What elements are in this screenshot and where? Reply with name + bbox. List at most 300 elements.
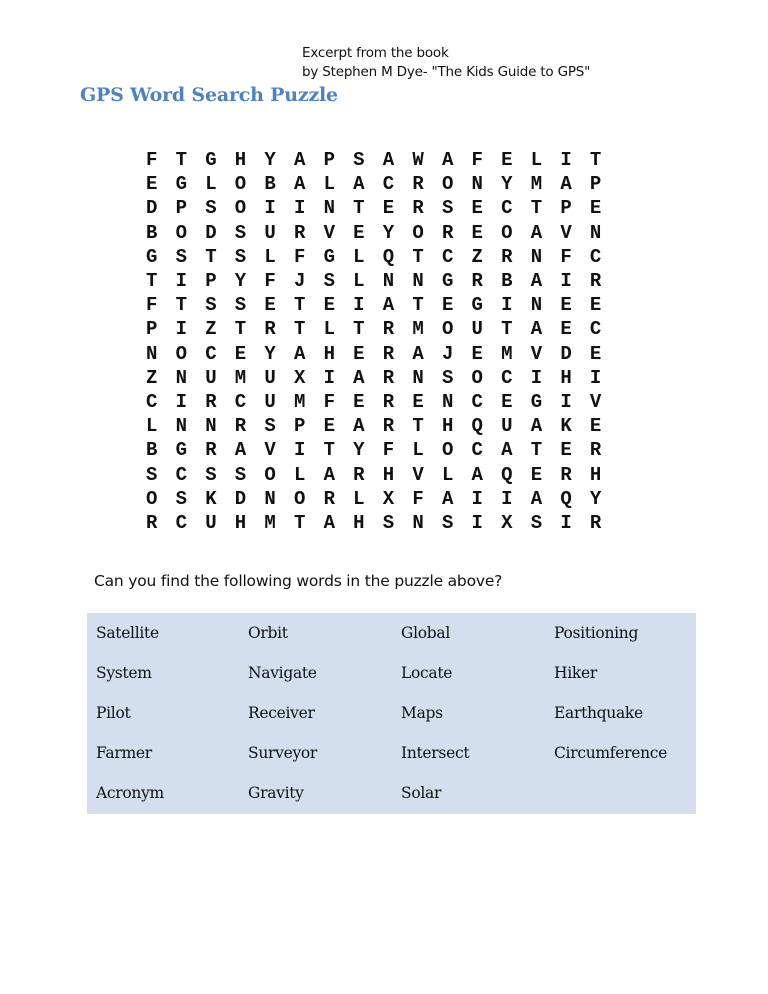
grid-letter: R [353, 463, 365, 486]
grid-letter: L [530, 149, 543, 172]
grid-letter: G [323, 245, 335, 268]
grid-letter: O [441, 173, 454, 196]
word-list-item: Global [401, 624, 450, 642]
grid-letter: I [560, 511, 572, 534]
word-list-item: System [96, 664, 152, 682]
grid-letter: A [353, 366, 365, 389]
grid-letter: I [560, 149, 572, 172]
grid-letter: N [471, 173, 483, 196]
word-list-row [87, 693, 696, 733]
grid-letter: N [412, 366, 424, 389]
grid-letter: O [234, 197, 247, 220]
grid-letter: T [175, 294, 187, 317]
grid-letter: E [323, 294, 335, 317]
grid-letter: S [146, 463, 158, 486]
grid-letter: N [146, 342, 158, 365]
grid-letter: L [353, 487, 365, 510]
grid-letter: I [323, 366, 335, 389]
grid-letter: R [441, 221, 454, 244]
grid-letter: R [382, 415, 395, 438]
grid-letter: H [234, 149, 247, 172]
grid-letter: E [589, 415, 602, 438]
grid-letter: N [205, 415, 217, 438]
grid-letter: F [264, 270, 276, 293]
grid-letter: A [382, 294, 395, 317]
grid-letter: F [146, 294, 158, 317]
grid-letter: H [353, 511, 365, 534]
grid-letter: O [234, 173, 247, 196]
excerpt-line-1: Excerpt from the book [302, 45, 449, 61]
grid-letter: R [589, 270, 602, 293]
grid-letter: B [501, 270, 513, 293]
grid-letter: O [501, 221, 513, 244]
grid-letter: T [412, 245, 424, 268]
grid-letter: M [412, 318, 424, 341]
word-list-item: Receiver [248, 704, 315, 722]
grid-letter: L [264, 245, 276, 268]
grid-letter: G [146, 245, 158, 268]
grid-letter: T [205, 245, 217, 268]
grid-letter: V [589, 390, 602, 413]
grid-letter: F [471, 149, 483, 172]
grid-row [146, 390, 620, 414]
grid-letter: T [293, 511, 306, 534]
grid-letter: E [264, 294, 276, 317]
grid-letter: A [382, 149, 395, 172]
grid-letter: N [412, 511, 424, 534]
grid-letter: G [175, 439, 187, 462]
grid-letter: E [471, 342, 483, 365]
grid-letter: H [560, 366, 572, 389]
grid-letter: E [234, 342, 247, 365]
grid-letter: U [205, 511, 217, 534]
grid-letter: E [471, 197, 483, 220]
grid-letter: S [234, 245, 247, 268]
grid-letter: K [560, 415, 572, 438]
word-list-item: Acronym [96, 784, 164, 802]
grid-letter: R [234, 415, 247, 438]
grid-letter: Z [205, 318, 217, 341]
grid-letter: U [264, 221, 276, 244]
word-list-row [87, 613, 696, 653]
grid-letter: V [264, 439, 276, 462]
grid-letter: N [441, 390, 454, 413]
grid-letter: I [175, 318, 187, 341]
grid-letter: T [412, 294, 424, 317]
grid-letter: S [382, 511, 395, 534]
grid-letter: E [353, 221, 365, 244]
grid-letter: V [530, 342, 543, 365]
grid-letter: L [353, 245, 365, 268]
grid-letter: N [412, 270, 424, 293]
book-excerpt-note [302, 44, 590, 82]
grid-letter: I [501, 487, 513, 510]
grid-letter: N [175, 415, 187, 438]
grid-letter: Q [501, 463, 513, 486]
grid-letter: G [175, 173, 187, 196]
grid-letter: O [175, 221, 187, 244]
grid-row [146, 148, 620, 172]
grid-letter: S [441, 197, 454, 220]
word-list-item: Farmer [96, 744, 152, 762]
grid-letter: S [441, 366, 454, 389]
grid-letter: E [560, 294, 572, 317]
grid-letter: N [530, 294, 543, 317]
grid-letter: E [382, 197, 395, 220]
grid-letter: A [412, 342, 424, 365]
grid-letter: R [205, 390, 217, 413]
grid-row [146, 342, 620, 366]
grid-letter: S [264, 415, 276, 438]
grid-letter: T [530, 439, 543, 462]
grid-letter: C [501, 366, 513, 389]
grid-letter: R [323, 487, 335, 510]
grid-letter: O [175, 342, 187, 365]
grid-letter: G [530, 390, 543, 413]
grid-letter: N [264, 487, 276, 510]
grid-letter: C [175, 463, 187, 486]
grid-letter: N [530, 245, 543, 268]
grid-row [146, 366, 620, 390]
grid-letter: I [293, 439, 306, 462]
grid-letter: C [205, 342, 217, 365]
word-list-item: Navigate [248, 664, 317, 682]
grid-letter: F [293, 245, 306, 268]
word-list-item: Satellite [96, 624, 159, 642]
grid-letter: U [471, 318, 483, 341]
grid-letter: T [175, 149, 187, 172]
grid-letter: A [323, 511, 335, 534]
grid-letter: Y [382, 221, 395, 244]
grid-letter: G [205, 149, 217, 172]
grid-letter: M [501, 342, 513, 365]
grid-letter: I [353, 294, 365, 317]
grid-letter: K [205, 487, 217, 510]
grid-letter: T [501, 318, 513, 341]
grid-row [146, 196, 620, 220]
word-list-item: Positioning [554, 624, 639, 642]
grid-letter: C [175, 511, 187, 534]
grid-letter: E [530, 463, 543, 486]
grid-letter: A [441, 149, 454, 172]
grid-letter: M [293, 390, 306, 413]
grid-letter: Y [501, 173, 513, 196]
grid-letter: E [501, 149, 513, 172]
grid-letter: C [441, 245, 454, 268]
grid-letter: U [501, 415, 513, 438]
grid-letter: M [264, 511, 276, 534]
grid-letter: E [146, 173, 158, 196]
grid-letter: H [234, 511, 247, 534]
grid-letter: R [412, 197, 424, 220]
grid-letter: Z [146, 366, 158, 389]
grid-letter: F [382, 439, 395, 462]
grid-row [146, 438, 620, 462]
grid-letter: A [293, 342, 306, 365]
grid-letter: E [589, 342, 602, 365]
grid-letter: I [530, 366, 543, 389]
grid-letter: M [234, 366, 247, 389]
grid-letter: N [323, 197, 335, 220]
grid-letter: L [441, 463, 454, 486]
grid-letter: F [412, 487, 424, 510]
grid-letter: A [323, 463, 335, 486]
grid-letter: A [530, 318, 543, 341]
grid-letter: B [146, 221, 158, 244]
grid-row [146, 511, 620, 535]
grid-letter: T [353, 197, 365, 220]
grid-letter: R [382, 390, 395, 413]
grid-letter: C [234, 390, 247, 413]
grid-letter: S [234, 221, 247, 244]
grid-letter: V [412, 463, 424, 486]
grid-row [146, 269, 620, 293]
grid-letter: Q [560, 487, 572, 510]
grid-letter: N [175, 366, 187, 389]
grid-row [146, 293, 620, 317]
grid-letter: H [382, 463, 395, 486]
word-list-row [87, 653, 696, 693]
grid-letter: P [205, 270, 217, 293]
grid-row [146, 487, 620, 511]
grid-letter: S [530, 511, 543, 534]
grid-letter: E [323, 415, 335, 438]
grid-letter: O [441, 318, 454, 341]
grid-letter: M [530, 173, 543, 196]
grid-letter: R [412, 173, 424, 196]
grid-letter: A [293, 149, 306, 172]
word-list-item: Hiker [554, 664, 597, 682]
grid-letter: J [293, 270, 306, 293]
grid-letter: D [234, 487, 247, 510]
word-list-table [87, 613, 696, 814]
grid-letter: W [412, 149, 424, 172]
grid-letter: R [589, 439, 602, 462]
grid-letter: S [205, 197, 217, 220]
grid-letter: I [175, 270, 187, 293]
grid-letter: L [412, 439, 424, 462]
grid-letter: R [205, 439, 217, 462]
grid-letter: P [323, 149, 335, 172]
grid-letter: O [146, 487, 158, 510]
word-search-grid [146, 148, 620, 535]
grid-letter: R [264, 318, 276, 341]
grid-letter: S [353, 149, 365, 172]
grid-letter: T [323, 439, 335, 462]
grid-letter: H [323, 342, 335, 365]
grid-letter: E [560, 439, 572, 462]
grid-letter: A [530, 221, 543, 244]
grid-letter: U [264, 366, 276, 389]
grid-letter: V [323, 221, 335, 244]
grid-letter: T [293, 294, 306, 317]
grid-letter: E [353, 390, 365, 413]
grid-letter: T [234, 318, 247, 341]
grid-letter: E [560, 318, 572, 341]
grid-letter: R [501, 245, 513, 268]
word-list-item: Intersect [401, 744, 470, 762]
grid-letter: T [146, 270, 158, 293]
grid-letter: R [382, 318, 395, 341]
grid-letter: T [353, 318, 365, 341]
grid-letter: P [589, 173, 602, 196]
word-list-item: Maps [401, 704, 443, 722]
word-list-item: Pilot [96, 704, 131, 722]
grid-letter: X [382, 487, 395, 510]
grid-row [146, 414, 620, 438]
grid-letter: F [560, 245, 572, 268]
grid-letter: L [323, 318, 335, 341]
word-list-item: Circumference [554, 744, 668, 762]
grid-letter: P [560, 197, 572, 220]
grid-letter: C [589, 245, 602, 268]
grid-letter: R [382, 342, 395, 365]
grid-letter: U [205, 366, 217, 389]
grid-letter: T [589, 149, 602, 172]
grid-letter: S [323, 270, 335, 293]
grid-letter: N [589, 221, 602, 244]
grid-letter: N [382, 270, 395, 293]
grid-letter: H [589, 463, 602, 486]
word-list-row [87, 773, 696, 813]
grid-letter: O [293, 487, 306, 510]
grid-letter: R [382, 366, 395, 389]
grid-letter: R [293, 221, 306, 244]
grid-letter: Y [589, 487, 602, 510]
grid-letter: C [146, 390, 158, 413]
grid-letter: E [412, 390, 424, 413]
grid-letter: S [175, 487, 187, 510]
grid-letter: S [205, 294, 217, 317]
grid-letter: T [412, 415, 424, 438]
grid-letter: Q [471, 415, 483, 438]
grid-letter: D [205, 221, 217, 244]
grid-letter: D [146, 197, 158, 220]
word-list-item: Earthquake [554, 704, 643, 722]
grid-letter: A [530, 270, 543, 293]
grid-letter: R [589, 511, 602, 534]
grid-letter: O [264, 463, 276, 486]
grid-row [146, 245, 620, 269]
grid-letter: I [501, 294, 513, 317]
grid-letter: L [146, 415, 158, 438]
grid-letter: L [323, 173, 335, 196]
grid-letter: S [205, 463, 217, 486]
grid-letter: Y [264, 342, 276, 365]
grid-letter: S [175, 245, 187, 268]
grid-letter: Y [234, 270, 247, 293]
grid-letter: I [293, 197, 306, 220]
grid-letter: Y [353, 439, 365, 462]
grid-letter: A [501, 439, 513, 462]
grid-letter: C [501, 197, 513, 220]
grid-letter: J [441, 342, 454, 365]
grid-letter: O [441, 439, 454, 462]
grid-letter: F [146, 149, 158, 172]
grid-letter: R [471, 270, 483, 293]
grid-letter: S [234, 294, 247, 317]
grid-letter: I [175, 390, 187, 413]
grid-row [146, 221, 620, 245]
grid-letter: C [471, 390, 483, 413]
word-list-item: Locate [401, 664, 453, 682]
grid-letter: E [501, 390, 513, 413]
instructions-text: Can you find the following words in the puzzle above? [94, 572, 503, 590]
excerpt-line-2: by Stephen M Dye- "The Kids Guide to GPS" [302, 64, 591, 80]
grid-letter: V [560, 221, 572, 244]
grid-letter: E [589, 294, 602, 317]
grid-letter: L [205, 173, 217, 196]
grid-letter: Y [264, 149, 276, 172]
grid-letter: G [441, 270, 454, 293]
grid-letter: I [471, 487, 483, 510]
grid-letter: O [412, 221, 424, 244]
grid-letter: L [293, 463, 306, 486]
grid-letter: Q [382, 245, 395, 268]
grid-letter: C [471, 439, 483, 462]
word-list-item: Gravity [248, 784, 304, 802]
grid-letter: L [353, 270, 365, 293]
grid-letter: E [471, 221, 483, 244]
grid-letter: A [530, 415, 543, 438]
word-list-row [87, 733, 696, 773]
grid-letter: I [589, 366, 602, 389]
grid-letter: T [293, 318, 306, 341]
grid-letter: X [501, 511, 513, 534]
grid-letter: I [471, 511, 483, 534]
grid-letter: S [441, 511, 454, 534]
grid-letter: I [560, 390, 572, 413]
grid-letter: F [323, 390, 335, 413]
word-list-item: Orbit [248, 624, 288, 642]
word-list-item: Surveyor [248, 744, 318, 762]
grid-letter: Z [471, 245, 483, 268]
grid-letter: G [471, 294, 483, 317]
grid-row [146, 317, 620, 341]
grid-row [146, 462, 620, 486]
grid-letter: A [293, 173, 306, 196]
grid-letter: T [530, 197, 543, 220]
grid-letter: A [353, 173, 365, 196]
grid-letter: C [382, 173, 395, 196]
grid-letter: O [471, 366, 483, 389]
grid-letter: I [264, 197, 276, 220]
grid-letter: B [264, 173, 276, 196]
grid-letter: S [234, 463, 247, 486]
grid-letter: D [560, 342, 572, 365]
word-list-item: Solar [401, 784, 442, 802]
grid-letter: A [234, 439, 247, 462]
page-title: GPS Word Search Puzzle [80, 84, 338, 106]
grid-letter: P [146, 318, 158, 341]
grid-letter: R [146, 511, 158, 534]
grid-letter: R [560, 463, 572, 486]
grid-letter: A [471, 463, 483, 486]
grid-letter: B [146, 439, 158, 462]
grid-letter: C [589, 318, 602, 341]
grid-letter: I [560, 270, 572, 293]
grid-letter: X [293, 366, 306, 389]
grid-letter: A [353, 415, 365, 438]
grid-letter: H [441, 415, 454, 438]
grid-letter: E [353, 342, 365, 365]
grid-letter: A [530, 487, 543, 510]
grid-row [146, 172, 620, 196]
grid-letter: A [560, 173, 572, 196]
grid-letter: E [589, 197, 602, 220]
grid-letter: E [441, 294, 454, 317]
grid-letter: A [441, 487, 454, 510]
